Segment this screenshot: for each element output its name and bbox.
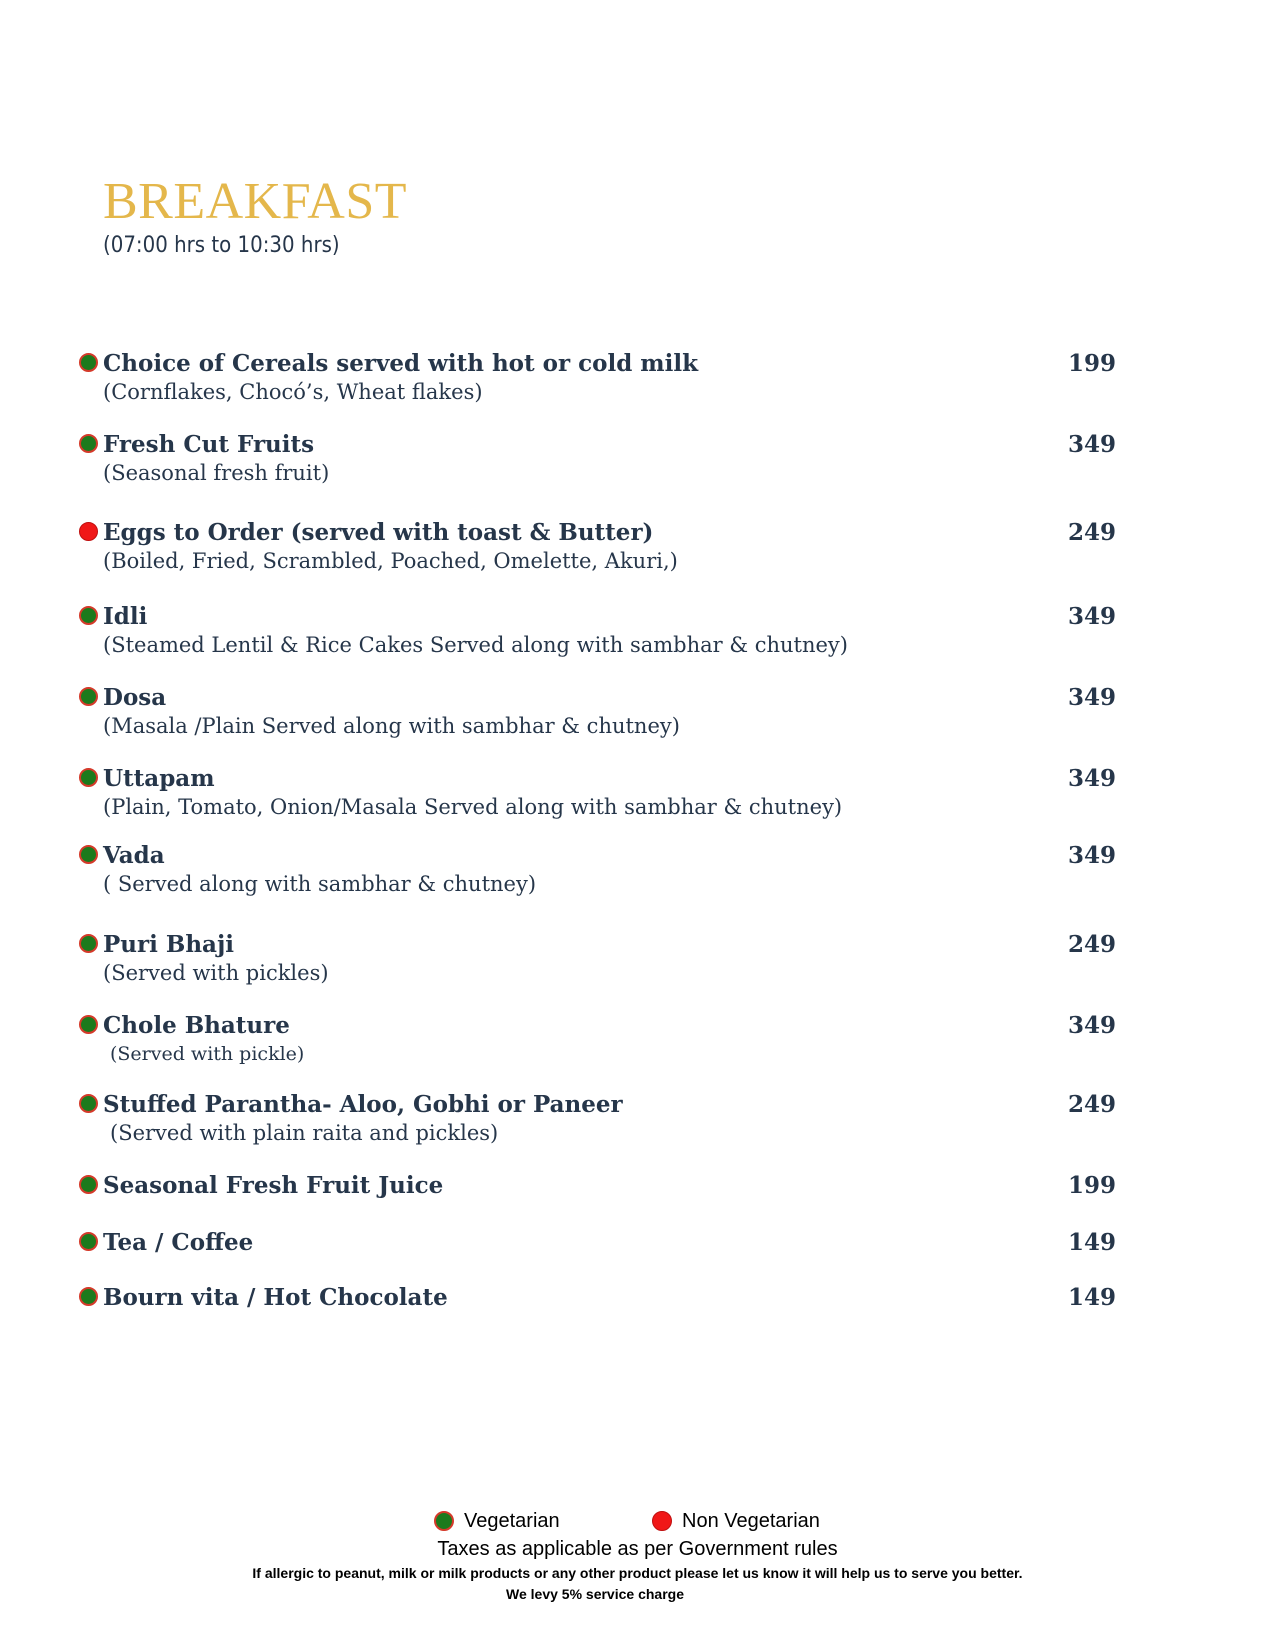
menu-hours: (07:00 hrs to 10:30 hrs): [103, 233, 340, 258]
menu-item: [0, 930, 1275, 990]
menu-item: [0, 1011, 1275, 1071]
item-price: 349: [1067, 1012, 1116, 1039]
veg-dot-icon: [79, 768, 98, 787]
taxes-note: Taxes as applicable as per Government rules: [437, 1538, 838, 1560]
veg-dot-icon: [79, 845, 98, 864]
nonveg-dot-icon: [79, 522, 98, 541]
service-charge-note: We levy 5% service charge: [506, 1586, 684, 1602]
item-price: 249: [1067, 519, 1116, 546]
legend-non-vegetarian: [652, 1508, 852, 1534]
item-name: Stuffed Parantha- Aloo, Gobhi or Paneer: [103, 1091, 623, 1118]
item-description: (Seasonal fresh fruit): [103, 461, 330, 485]
item-description: (Cornflakes, Chocó’s, Wheat flakes): [103, 380, 483, 404]
item-price: 149: [1067, 1229, 1116, 1256]
menu-item: [0, 518, 1275, 578]
veg-dot-icon: [79, 687, 98, 706]
item-price: 349: [1067, 765, 1116, 792]
item-name: Uttapam: [103, 765, 215, 792]
item-name: Eggs to Order (served with toast & Butter): [103, 519, 654, 546]
item-name: Vada: [103, 842, 165, 869]
veg-dot-icon: [434, 1511, 454, 1531]
item-price: 349: [1067, 684, 1116, 711]
menu-item: [0, 349, 1275, 409]
veg-dot-icon: [79, 934, 98, 953]
menu-item: [0, 602, 1275, 662]
item-price: 249: [1067, 1091, 1116, 1118]
item-name: Fresh Cut Fruits: [103, 431, 315, 458]
item-description: (Plain, Tomato, Onion/Masala Served along with sambhar & chutney): [103, 795, 843, 819]
menu-item: [0, 430, 1275, 490]
veg-dot-icon: [79, 1094, 98, 1113]
item-price: 199: [1067, 350, 1116, 377]
veg-dot-icon: [79, 606, 98, 625]
menu-item: [0, 1228, 1275, 1260]
veg-dot-icon: [79, 1015, 98, 1034]
item-price: 149: [1067, 1284, 1116, 1311]
item-description: (Steamed Lentil & Rice Cakes Served along with sambhar & chutney): [103, 633, 848, 657]
item-description: (Served with pickles): [103, 961, 329, 985]
item-name: Seasonal Fresh Fruit Juice: [103, 1172, 444, 1199]
item-price: 249: [1067, 931, 1116, 958]
item-name: Tea / Coffee: [103, 1229, 254, 1256]
item-description: (Masala /Plain Served along with sambhar & chutney): [103, 714, 680, 738]
item-description: (Served with plain raita and pickles): [110, 1121, 499, 1145]
legend-vegetarian: [434, 1508, 594, 1534]
item-name: Idli: [103, 603, 148, 630]
menu-item: [0, 1171, 1275, 1203]
legend-label: Vegetarian: [464, 1510, 560, 1532]
menu-title: BREAKFAST: [103, 173, 408, 230]
item-name: Choice of Cereals served with hot or cold milk: [103, 350, 699, 377]
veg-dot-icon: [79, 1287, 98, 1306]
allergy-note: If allergic to peanut, milk or milk products or any other product please let us know it will help us to serve you better.: [252, 1565, 1023, 1581]
veg-dot-icon: [79, 434, 98, 453]
legend-label: Non Vegetarian: [682, 1510, 820, 1532]
item-name: Puri Bhaji: [103, 931, 235, 958]
item-price: 349: [1067, 842, 1116, 869]
item-price: 349: [1067, 603, 1116, 630]
menu-item: [0, 1090, 1275, 1150]
veg-dot-icon: [79, 1175, 98, 1194]
menu-item: [0, 841, 1275, 901]
item-name: Chole Bhature: [103, 1012, 290, 1039]
veg-dot-icon: [79, 353, 98, 372]
menu-item: [0, 683, 1275, 743]
item-name: Dosa: [103, 684, 167, 711]
item-price: 349: [1067, 431, 1116, 458]
item-description: ( Served along with sambhar & chutney): [103, 872, 537, 896]
item-name: Bourn vita / Hot Chocolate: [103, 1284, 448, 1311]
nonveg-dot-icon: [652, 1511, 672, 1531]
menu-item: [0, 1283, 1275, 1315]
item-description: (Served with pickle): [110, 1043, 305, 1065]
item-price: 199: [1067, 1172, 1116, 1199]
veg-dot-icon: [79, 1232, 98, 1251]
item-description: (Boiled, Fried, Scrambled, Poached, Omelette, Akuri,): [103, 549, 678, 573]
menu-item: [0, 764, 1275, 824]
